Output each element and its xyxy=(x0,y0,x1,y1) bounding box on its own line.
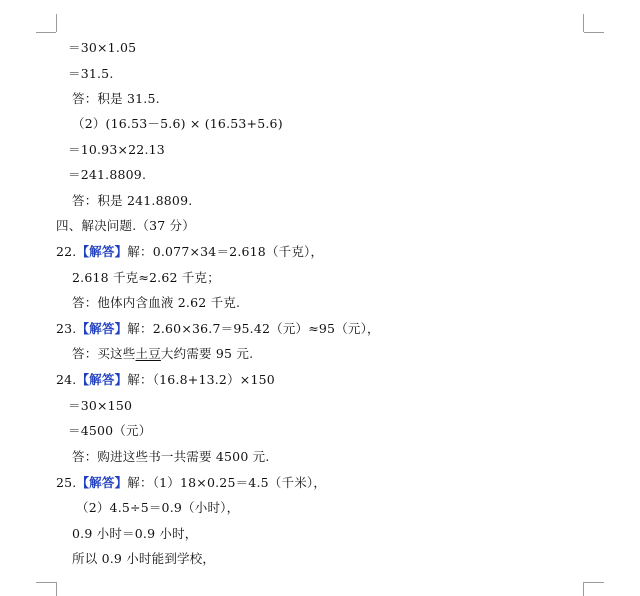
crop-mark-top-left xyxy=(56,14,57,32)
question-number: 25. xyxy=(56,475,77,490)
answer-tag: 【解答】 xyxy=(76,321,128,336)
answer-text: 大约需要 95 元. xyxy=(160,346,254,361)
answer-tag: 【解答】 xyxy=(76,372,128,387)
equation-line: 2.618 千克≈2.62 千克； xyxy=(72,270,220,285)
equation-line: （2）4.5÷5＝0.9（小时）， xyxy=(76,500,240,515)
equation-line: ＝30×1.05 xyxy=(68,40,137,55)
solution-text: 解：2.60×36.7＝95.42（元）≈95（元）， xyxy=(127,321,380,336)
crop-mark-bottom-right xyxy=(584,582,604,583)
equation-line: ＝31.5. xyxy=(68,66,114,81)
equation-line: ＝10.93×22.13 xyxy=(68,142,165,157)
solution-text: 解：0.077×34＝2.618（千克）， xyxy=(127,244,324,259)
answer-line: 答：积是 241.8809. xyxy=(72,193,193,208)
crop-mark-bottom-right xyxy=(583,582,584,596)
question-23 xyxy=(56,321,380,337)
problem-line: （2）(16.53－5.6) × (16.53+5.6) xyxy=(72,116,283,131)
underlined-text: 土豆 xyxy=(135,346,161,361)
answer-line: 答：他体内含血液 2.62 千克. xyxy=(72,295,241,310)
crop-mark-bottom-left xyxy=(36,582,56,583)
section-heading: 四、解决问题.（37 分） xyxy=(56,218,195,233)
equation-line: ＝30×150 xyxy=(68,398,133,413)
question-24 xyxy=(56,372,275,388)
equation-line: ＝241.8809. xyxy=(68,167,147,182)
answer-tag: 【解答】 xyxy=(76,244,128,259)
crop-mark-bottom-left xyxy=(56,582,57,596)
answer-tag: 【解答】 xyxy=(76,475,128,490)
equation-line: ＝4500（元） xyxy=(68,423,152,438)
answer-line: 答：积是 31.5. xyxy=(72,91,160,106)
solution-text: 解：（16.8+13.2）×150 xyxy=(127,372,275,387)
answer-text: 答：买这些 xyxy=(72,346,136,361)
crop-mark-top-right xyxy=(584,32,604,33)
crop-mark-top-right xyxy=(583,14,584,32)
crop-mark-top-left xyxy=(36,32,56,33)
question-number: 24. xyxy=(56,372,77,387)
question-22 xyxy=(56,244,323,260)
question-25 xyxy=(56,475,326,491)
question-number: 22. xyxy=(56,244,77,259)
answer-line xyxy=(72,346,253,362)
equation-line: 0.9 小时＝0.9 小时， xyxy=(72,526,198,541)
question-number: 23. xyxy=(56,321,77,336)
answer-line: 答：购进这些书一共需要 4500 元. xyxy=(72,449,270,464)
solution-text: 解：（1）18×0.25＝4.5（千米）， xyxy=(127,475,327,490)
conclusion-line: 所以 0.9 小时能到学校， xyxy=(72,551,216,566)
